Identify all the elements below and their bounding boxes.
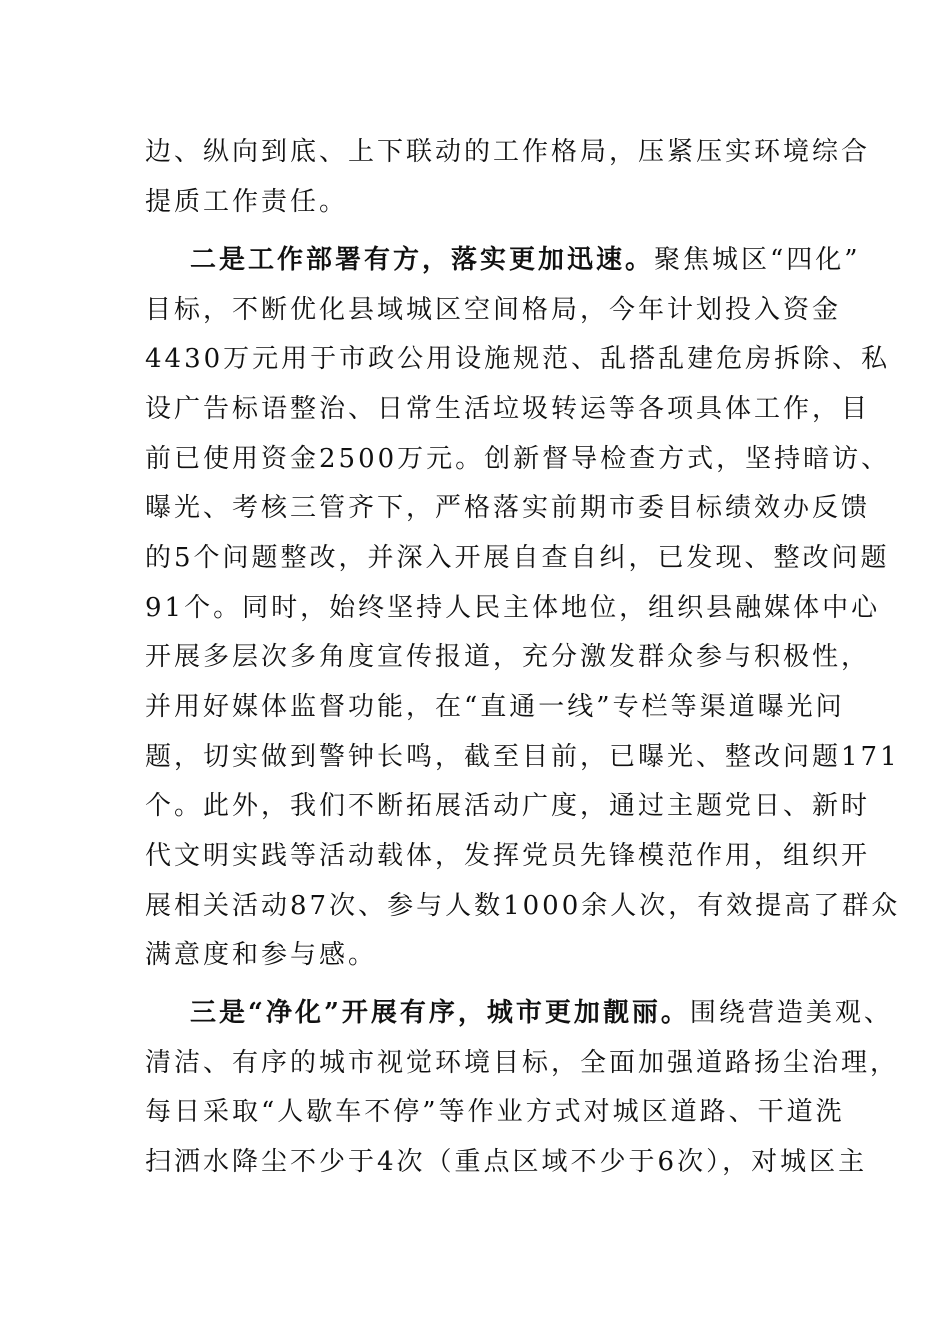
paragraph-3-first-line xyxy=(190,998,893,1028)
paragraph-2-line: 题，切实做到警钟长鸣，截至目前，已曝光、整改问题171 xyxy=(145,742,900,772)
paragraph-2-line: 并用好媒体监督功能，在“直通一线”专栏等渠道曝光问 xyxy=(145,692,845,722)
paragraph-2-first-line xyxy=(190,245,861,275)
paragraph-2-line: 91个。同时，始终坚持人民主体地位，组织县融媒体中心 xyxy=(145,593,881,623)
paragraph-1-line-2: 提质工作责任。 xyxy=(145,187,349,217)
paragraph-1-line-1: 边、纵向到底、上下联动的工作格局，压紧压实环境综合 xyxy=(145,137,871,167)
paragraph-2-line: 个。此外，我们不断拓展活动广度，通过主题党日、新时 xyxy=(145,791,871,821)
paragraph-2-line: 代文明实践等活动载体，发挥党员先锋模范作用，组织开 xyxy=(145,841,871,871)
paragraph-3-line: 每日采取“人歇车不停”等作业方式对城区道路、干道洗 xyxy=(145,1097,845,1127)
paragraph-2-line: 4430万元用于市政公用设施规范、乱搭乱建危房拆除、私 xyxy=(145,344,891,374)
paragraph-2-line: 展相关活动87次、参与人数1000余人次，有效提高了群众 xyxy=(145,891,901,921)
paragraph-3-heading: 三是“净化”开展有序，城市更加靓丽。 xyxy=(190,998,690,1028)
paragraph-3-line: 清洁、有序的城市视觉环境目标，全面加强道路扬尘治理， xyxy=(145,1048,900,1078)
paragraph-2-line: 曝光、考核三管齐下，严格落实前期市委目标绩效办反馈 xyxy=(145,493,871,523)
paragraph-2-line: 开展多层次多角度宣传报道，充分激发群众参与积极性， xyxy=(145,642,871,672)
paragraph-2-line: 的5个问题整改，并深入开展自查自纠，已发现、整改问题 xyxy=(145,543,890,573)
paragraph-2-heading: 二是工作部署有方，落实更加迅速。 xyxy=(190,245,655,275)
paragraph-2-line: 满意度和参与感。 xyxy=(145,940,378,970)
paragraph-2-line: 前已使用资金2500万元。创新督导检查方式，坚持暗访、 xyxy=(145,444,891,474)
paragraph-2-line: 设广告标语整治、日常生活垃圾转运等各项具体工作，目 xyxy=(145,394,871,424)
paragraph-2-line: 目标，不断优化县域城区空间格局，今年计划投入资金 xyxy=(145,295,842,325)
paragraph-2-first-line-text: 聚焦城区“四化” xyxy=(654,245,861,275)
paragraph-3-first-line-text: 围绕营造美观、 xyxy=(689,998,893,1028)
paragraph-3-line: 扫洒水降尘不少于4次（重点区域不少于6次），对城区主 xyxy=(145,1147,868,1177)
